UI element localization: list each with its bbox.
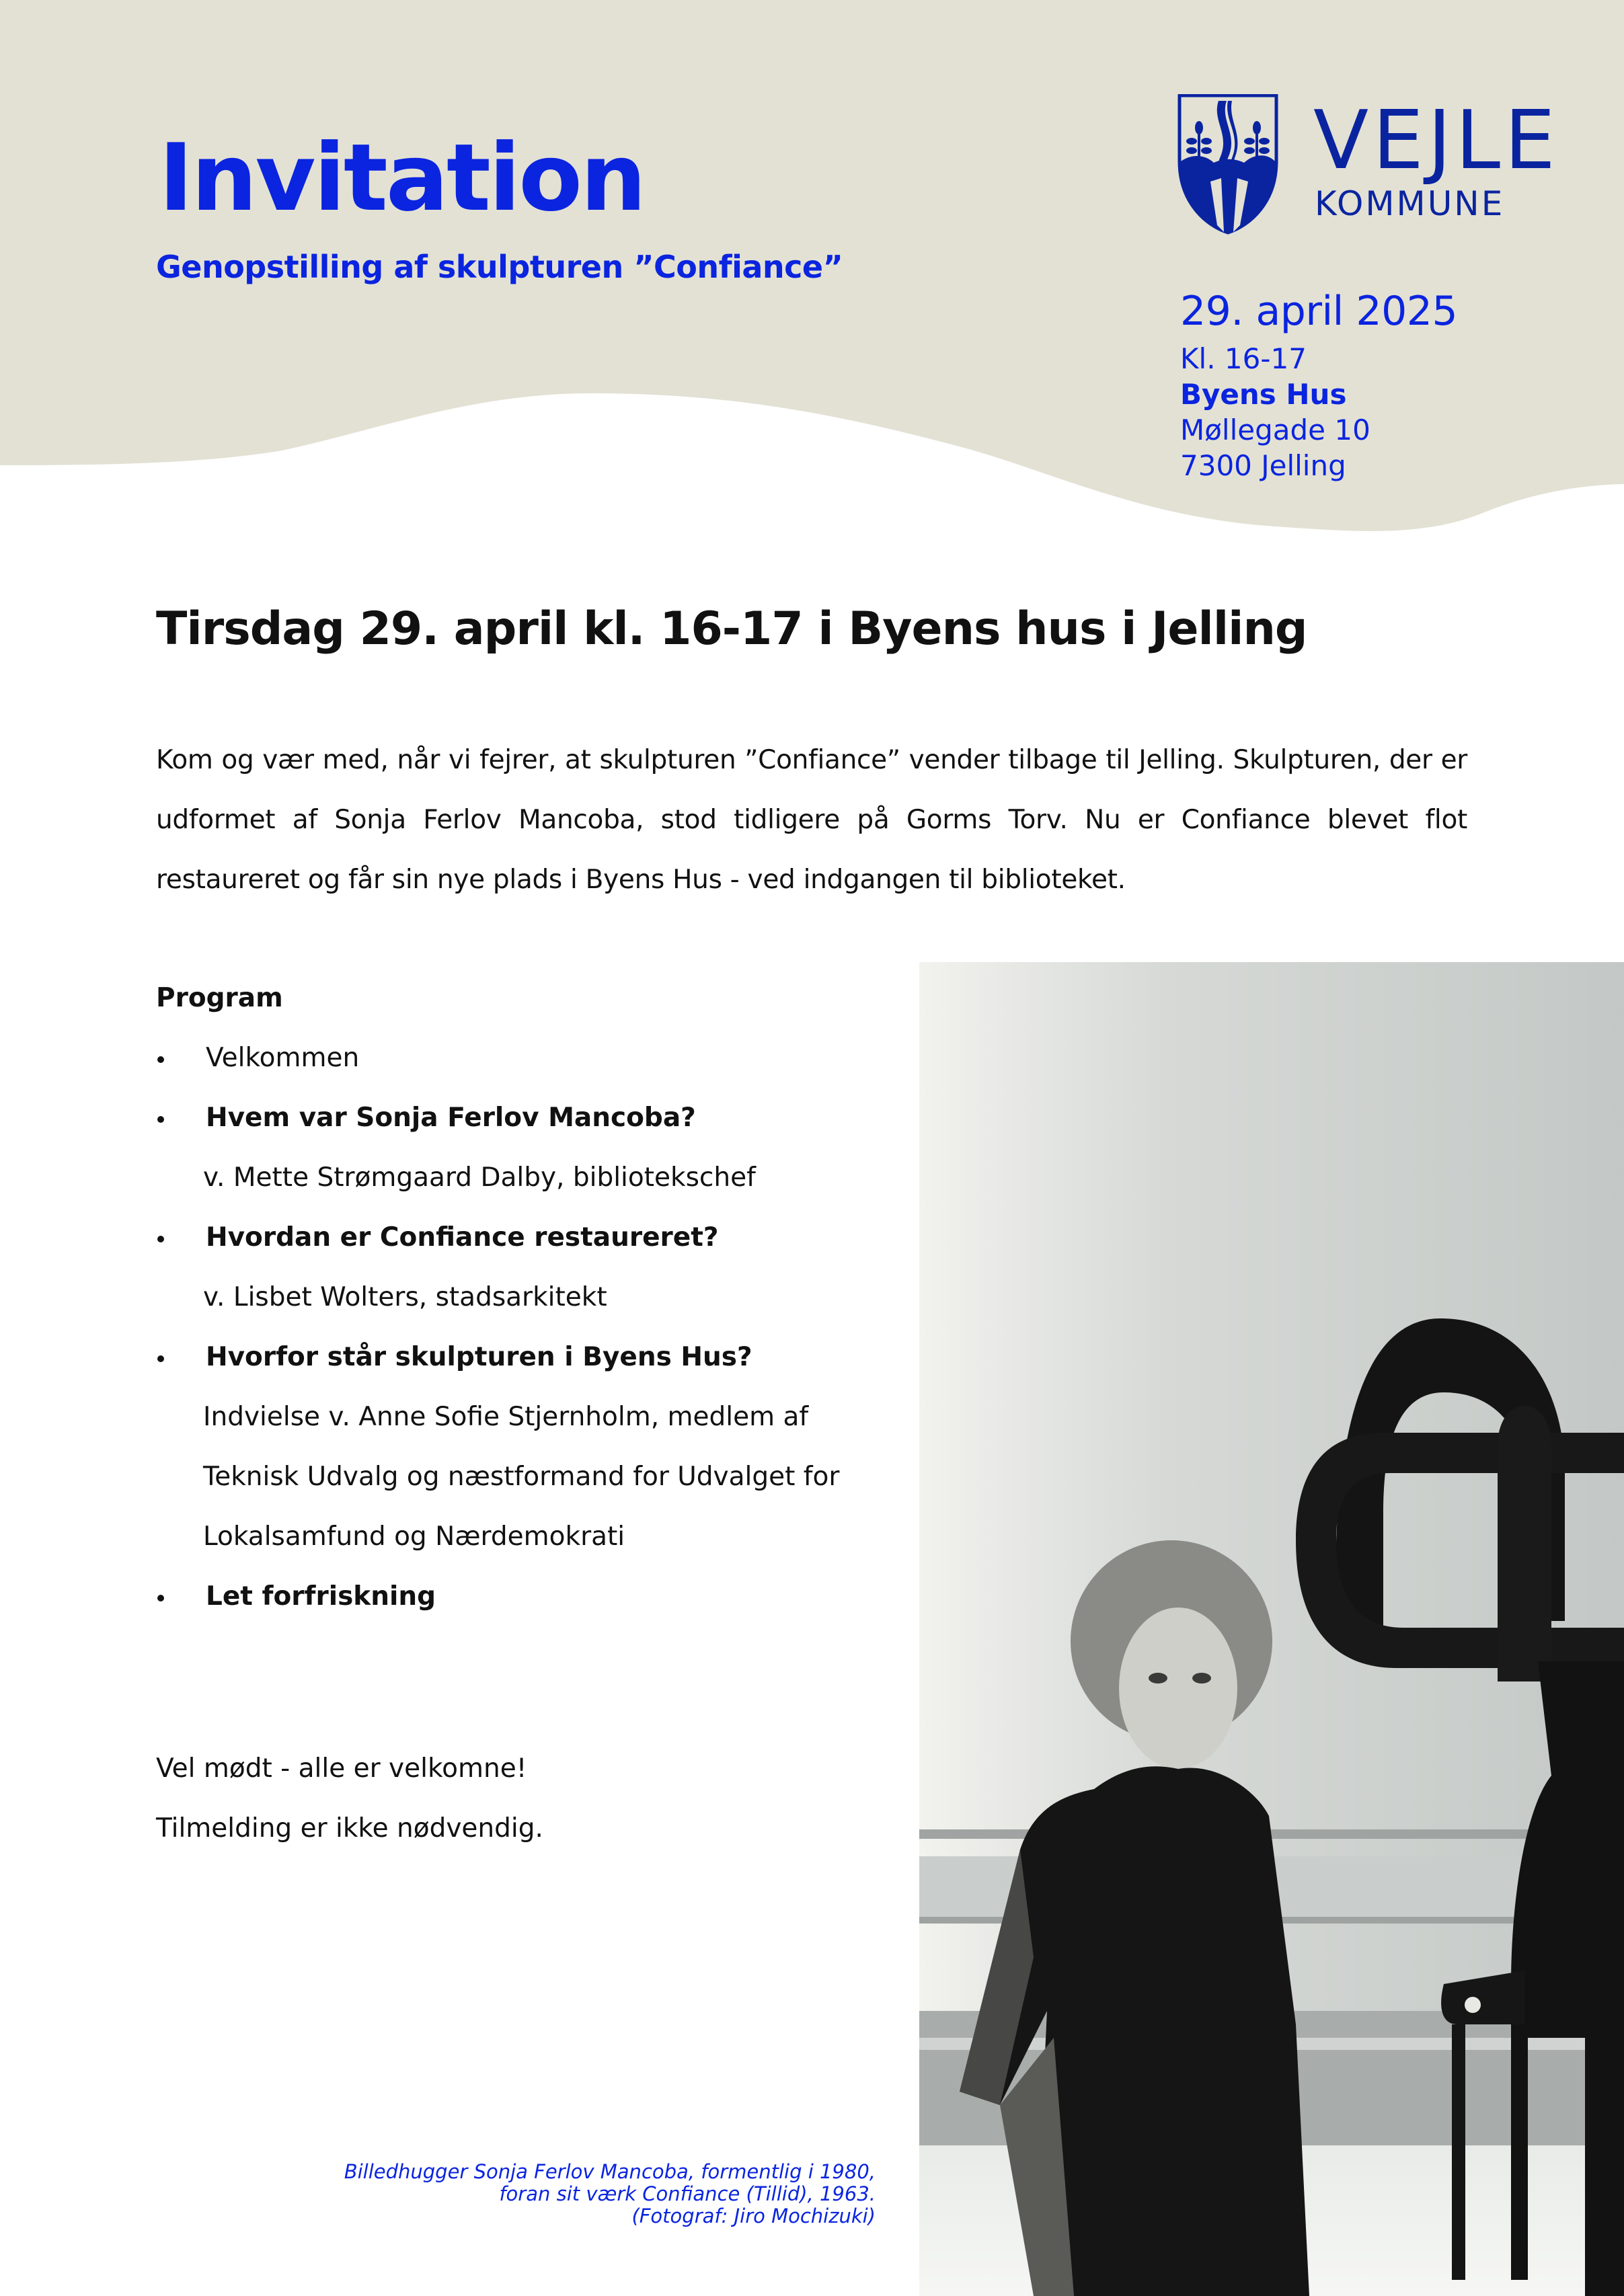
event-street: Møllegade 10 <box>1180 413 1370 446</box>
program-section <box>156 968 896 1626</box>
caption-line: Billedhugger Sonja Ferlov Mancoba, formentlig i 1980, <box>344 2160 876 2183</box>
program-item <box>156 1088 896 1148</box>
event-info <box>1180 288 1458 483</box>
program-item-detail: v. Lisbet Wolters, stadsarkitekt <box>203 1282 607 1312</box>
program-item <box>156 1327 896 1387</box>
program-item-detail: Indvielse v. Anne Sofie Stjernholm, medlem af <box>203 1402 809 1432</box>
logo-wordmark: VEJLE <box>1313 94 1559 188</box>
intro-paragraph: Kom og vær med, når vi fejrer, at skulpturen ”Confiance” vender tilbage til Jelling. Skulpturen, der er udformet af Sonja Ferlov Mancoba, stod tidligere på Gorms Torv. Nu er Confiance blevet flot restaureret og får sin nye plads i Byens Hus - ved indgangen til biblioteket. <box>156 745 1467 895</box>
logo-subtext: KOMMUNE <box>1315 184 1505 223</box>
program-item-detail: v. Mette Strømgaard Dalby, bibliotekschef <box>203 1162 756 1193</box>
program-item-label: Hvordan er Confiance restaureret? <box>206 1222 719 1253</box>
program-item-label: Hvorfor står skulpturen i Byens Hus? <box>206 1342 752 1372</box>
program-item <box>156 1208 896 1267</box>
event-venue: Byens Hus <box>1180 378 1347 411</box>
program-item <box>156 1567 896 1626</box>
photo-caption <box>256 2161 876 2227</box>
closing-line-registration: Tilmelding er ikke nødvendig. <box>156 1813 543 1844</box>
closing-text <box>156 1739 543 1858</box>
program-item-label: Let forfriskning <box>206 1581 436 1612</box>
event-time: Kl. 16-17 <box>1180 342 1307 375</box>
program-item-detail: Lokalsamfund og Nærdemokrati <box>203 1521 625 1552</box>
event-city: 7300 Jelling <box>1180 449 1346 482</box>
event-date: 29. april 2025 <box>1180 288 1458 335</box>
caption-line: (Fotograf: Jiro Mochizuki) <box>631 2205 876 2227</box>
program-item-detail: Teknisk Udvalg og næstformand for Udvalget for <box>203 1462 840 1492</box>
artist-photo <box>919 962 1624 2296</box>
page-subtitle: Genopstilling af skulpturen ”Confiance” <box>156 249 843 285</box>
main-heading: Tirsdag 29. april kl. 16-17 i Byens hus i Jelling <box>156 602 1307 656</box>
page-title: Invitation <box>159 124 645 232</box>
caption-line: foran sit værk Confiance (Tillid), 1963. <box>499 2182 876 2205</box>
closing-line-welcome: Vel mødt - alle er velkomne! <box>156 1753 527 1784</box>
program-item-label: Velkommen <box>206 1043 360 1073</box>
program-title: Program <box>156 983 283 1013</box>
program-item <box>156 1028 896 1088</box>
program-item-label: Hvem var Sonja Ferlov Mancoba? <box>206 1103 696 1133</box>
